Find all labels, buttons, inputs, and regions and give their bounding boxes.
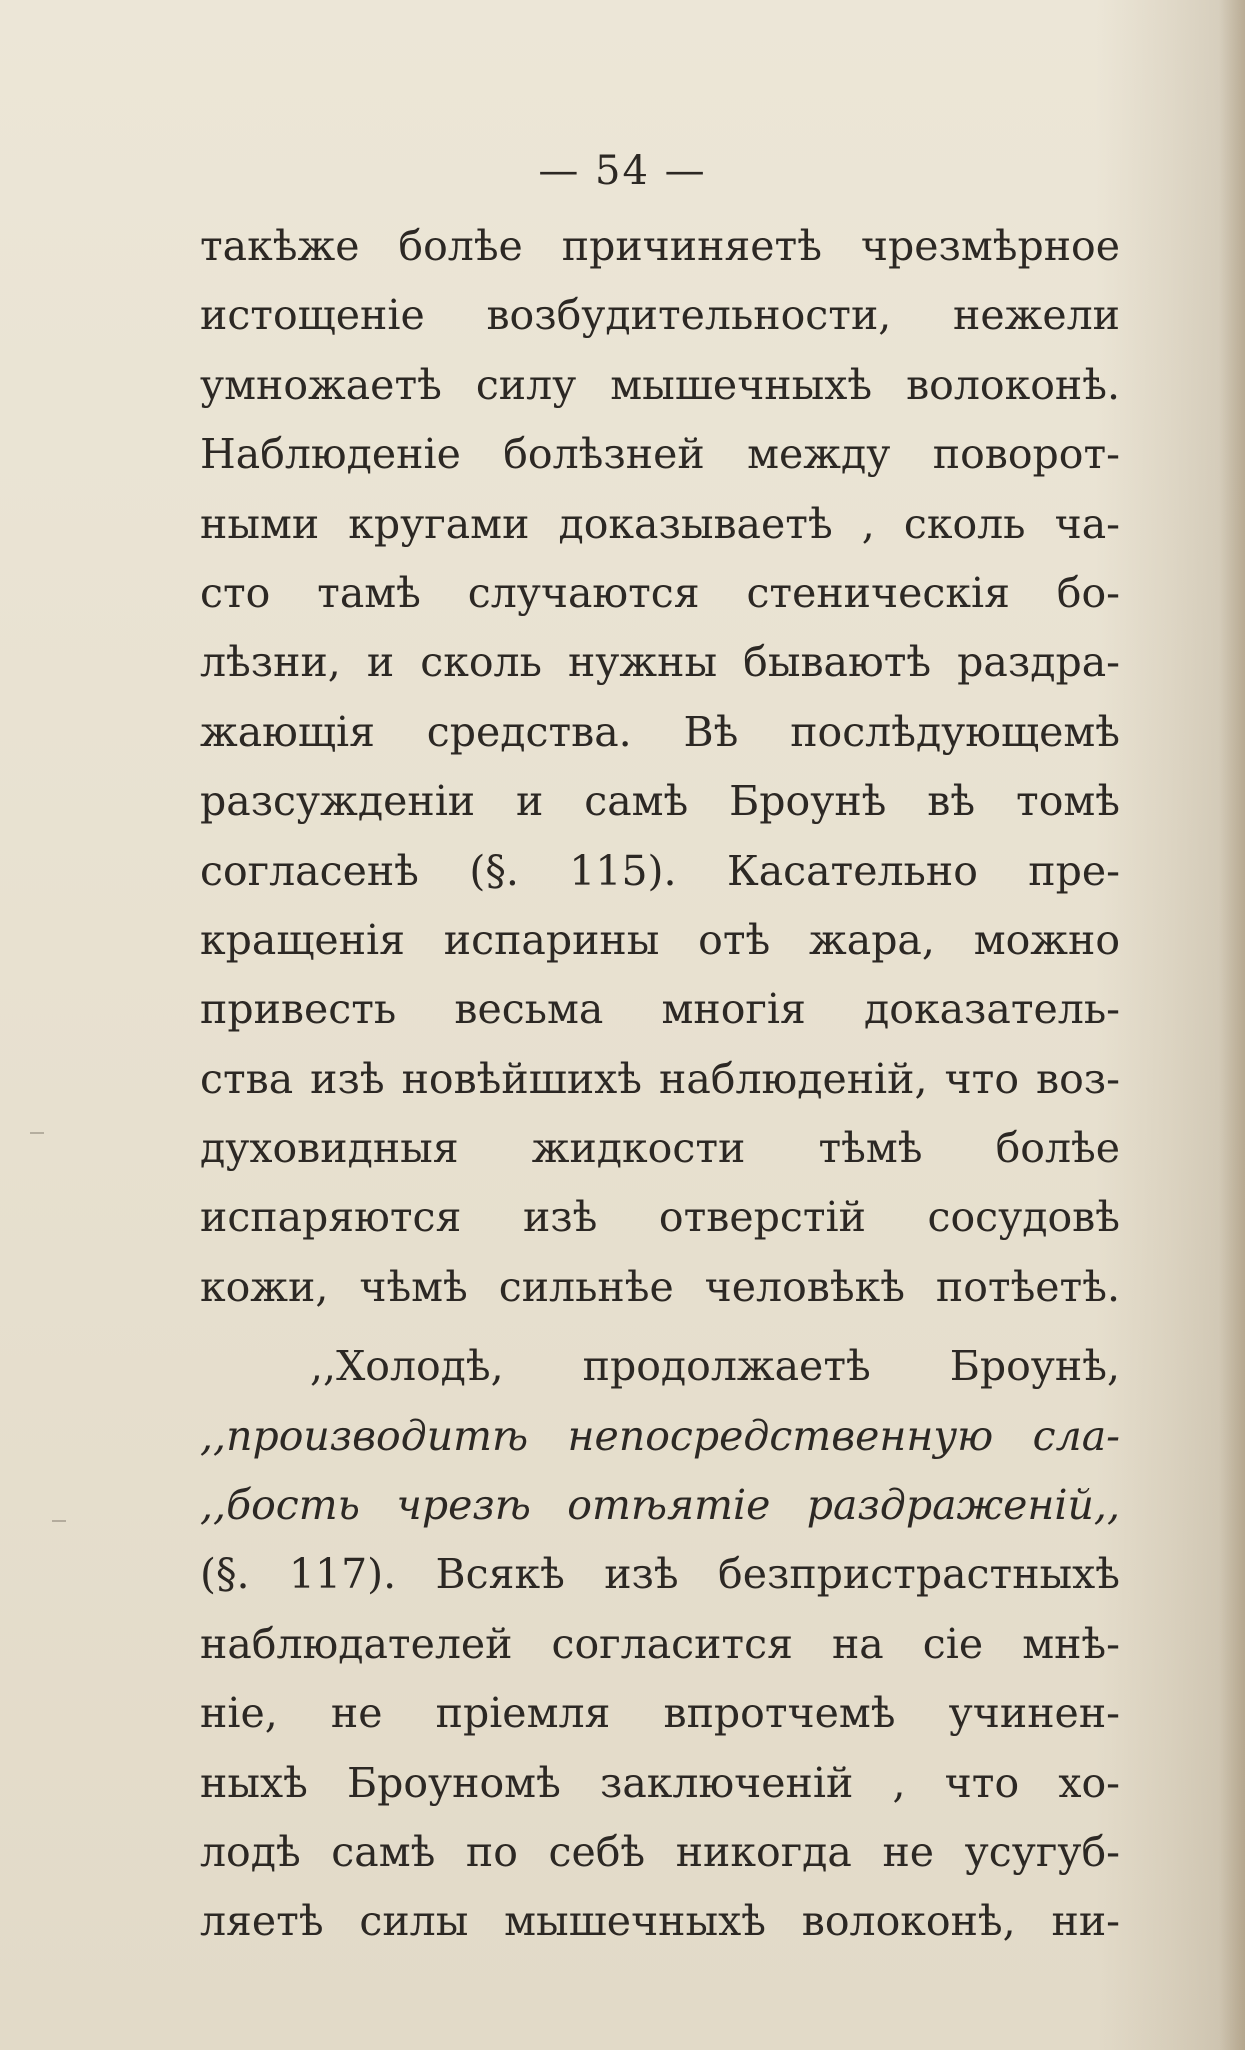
text-line: сто тамѣ случаются стеническія бо- [200, 568, 1120, 617]
text-line: ,,Холодѣ, продолжаетѣ Броунѣ, [310, 1342, 1120, 1391]
text-line: ныхѣ Броуномѣ заключеній , что хо- [200, 1758, 1120, 1807]
margin-mark [30, 1132, 44, 1134]
text-line: лѣзни, и сколь нужны бываютѣ раздра- [200, 638, 1120, 687]
text-line: кожи, чѣмѣ сильнѣе человѣкѣ потѣетѣ. [200, 1262, 1120, 1311]
body-text [200, 212, 1120, 1957]
text-line: привесть весьма многія доказатель- [200, 985, 1120, 1034]
text-line: ніе, не пріемля впротчемѣ учинен- [200, 1689, 1120, 1738]
text-line: наблюдателей согласится на сіе мнѣ- [200, 1619, 1120, 1668]
page-number: — 54 — [538, 148, 707, 194]
text-line: ства изѣ новѣйшихѣ наблюденій, что воз- [200, 1054, 1120, 1103]
text-line: (§. 117). Всякѣ изѣ безпристрастныхѣ [200, 1550, 1120, 1599]
text-line: ными кругами доказываетѣ , сколь ча- [200, 499, 1120, 548]
margin-mark [52, 1520, 66, 1522]
text-line: ляетѣ силы мышечныхѣ волоконѣ, ни- [200, 1897, 1120, 1946]
text-line: духовидныя жидкости тѣмѣ болѣе [200, 1124, 1120, 1173]
text-line: такѣже болѣе причиняетѣ чрезмѣрное [200, 222, 1120, 270]
text-line: разсужденіи и самѣ Броунѣ вѣ томѣ [200, 777, 1120, 826]
text-line: испаряются изѣ отверстій сосудовѣ [200, 1193, 1120, 1242]
text-line: ,,производитѣ непосредственную сла- [200, 1411, 1120, 1460]
text-line: Наблюденіе болѣзней между поворот- [200, 430, 1120, 479]
page-edge-shadow [1219, 0, 1245, 2050]
text-line: согласенѣ (§. 115). Касательно пре- [200, 846, 1120, 895]
text-line: кращенія испарины отѣ жара, можно [200, 915, 1120, 964]
text-line: жающія средства. Вѣ послѣдующемѣ [200, 707, 1120, 756]
text-line: истощеніе возбудительности, нежели [200, 291, 1120, 340]
text-line: ,,бость чрезѣ отѣятіе раздраженій,, [200, 1481, 1120, 1530]
text-line: умножаетѣ силу мышечныхѣ волоконѣ. [200, 360, 1120, 409]
text-line: лодѣ самѣ по себѣ никогда не усугуб- [200, 1827, 1120, 1876]
